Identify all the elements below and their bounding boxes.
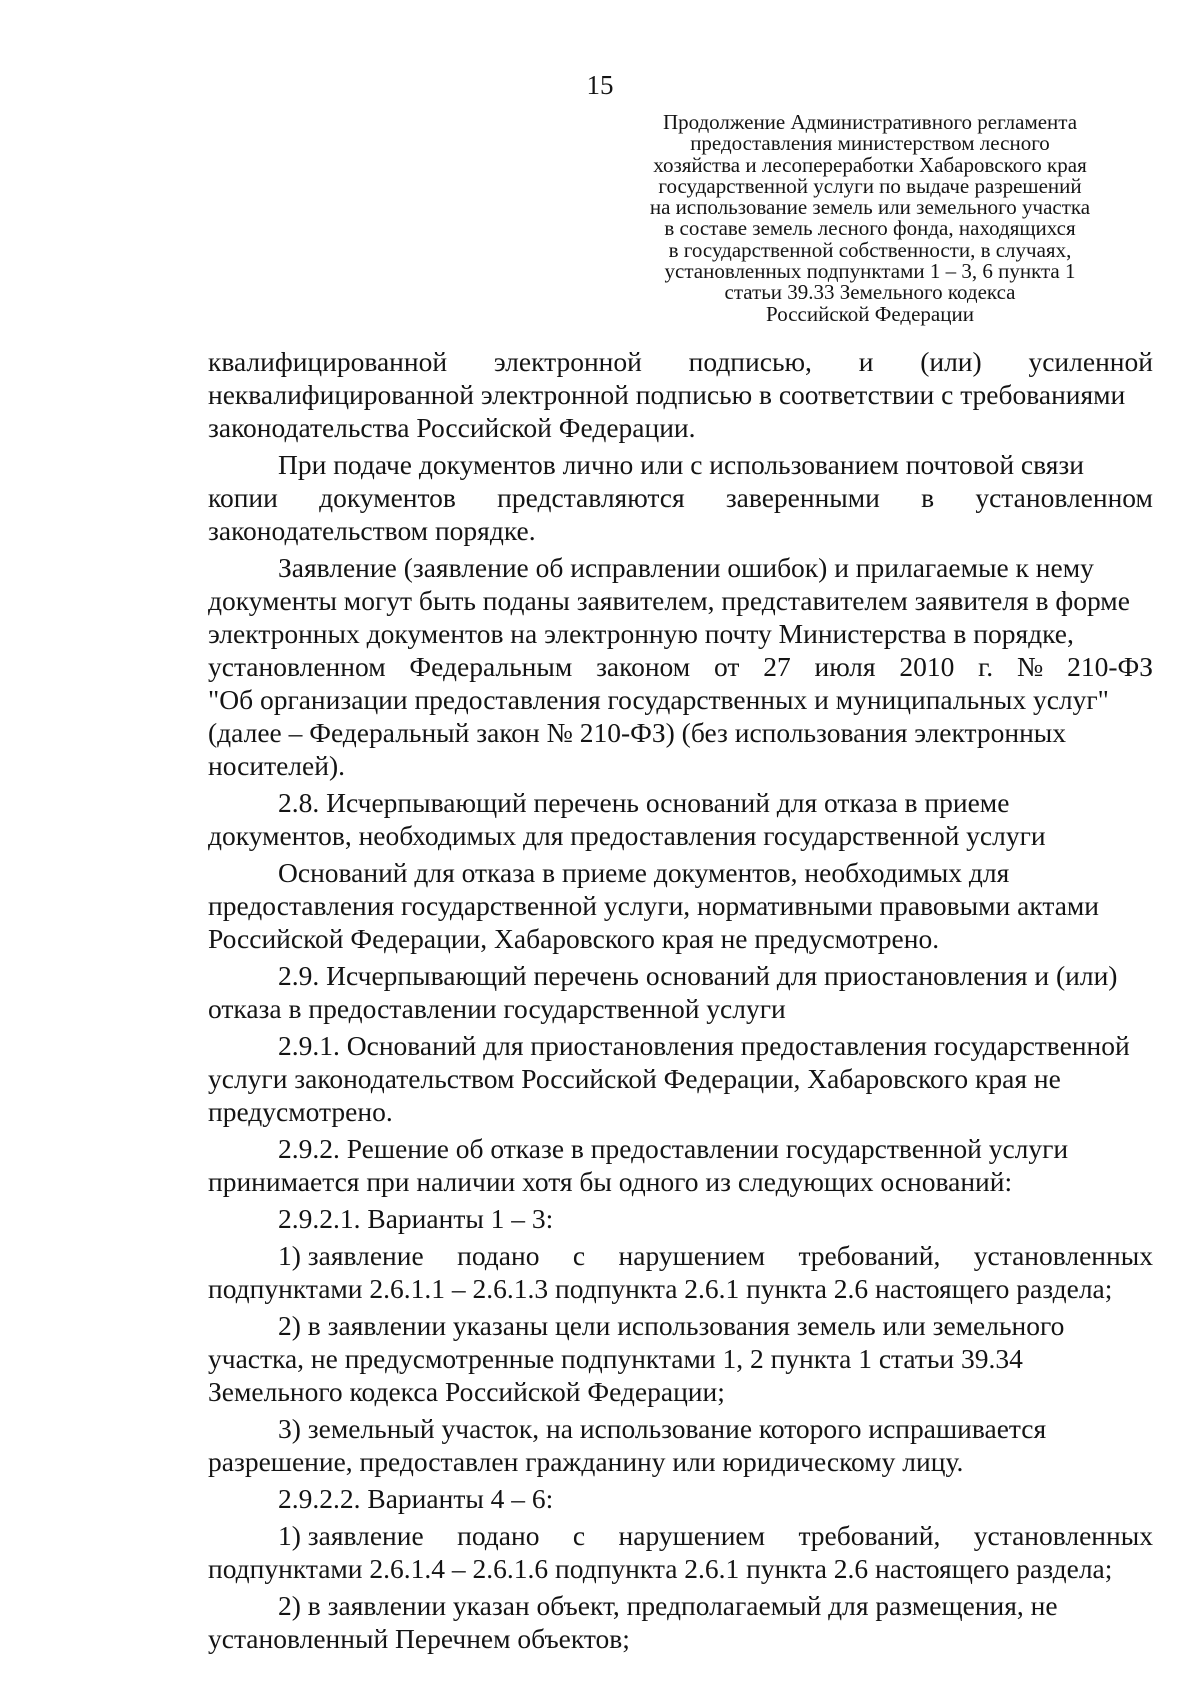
- list-item: [208, 1519, 1153, 1585]
- text-line: документы могут быть поданы заявителем, представителем заявителя в форме: [208, 585, 1130, 616]
- text-line: 2.9.2.2. Варианты 4 – 6:: [278, 1483, 554, 1514]
- text-line: предусмотрено.: [208, 1096, 393, 1127]
- word: установленных: [973, 1240, 1153, 1271]
- text-line: 3) земельный участок, на использование которого испрашивается: [278, 1413, 1047, 1444]
- word: подано: [457, 1520, 540, 1551]
- word: 1) заявление: [278, 1240, 424, 1271]
- section-heading: [208, 786, 1153, 852]
- word: усиленной: [1028, 346, 1153, 377]
- text-line: 2.8. Исчерпывающий перечень оснований для отказа в приеме: [278, 787, 1010, 818]
- header-line: установленных подпунктами 1 – 3, 6 пункта 1: [664, 259, 1076, 284]
- header-line: Российской Федерации: [766, 301, 974, 326]
- header-line: статьи 39.33 Земельного кодекса: [724, 280, 1016, 305]
- word: представляются: [497, 482, 685, 513]
- header-line: на использование земель или земельного участка: [649, 195, 1091, 220]
- word: электронной: [493, 346, 642, 377]
- word: нарушением: [618, 1520, 766, 1551]
- paragraph: [208, 345, 1153, 444]
- text-line: законодательства Российской Федерации.: [208, 412, 696, 443]
- text-line: [208, 345, 1153, 378]
- word: от: [714, 651, 740, 682]
- word: копии: [208, 482, 278, 513]
- list-item: [208, 1589, 1153, 1655]
- word: нарушением: [618, 1240, 766, 1271]
- text-line: 2.9.2. Решение об отказе в предоставлении государственной услуги: [278, 1133, 1069, 1164]
- page-number: 15: [586, 70, 614, 100]
- word: 2010: [899, 651, 955, 682]
- word: 1) заявление: [278, 1520, 424, 1551]
- paragraph: [208, 1029, 1153, 1128]
- text-line: (далее – Федеральный закон № 210-ФЗ) (без использования электронных: [208, 717, 1067, 748]
- text-line: разрешение, предоставлен гражданину или юридическому лицу.: [208, 1446, 964, 1477]
- text-line: установленный Перечнем объектов;: [208, 1623, 630, 1654]
- paragraph: [208, 448, 1153, 547]
- word: (или): [920, 346, 982, 377]
- word: 210-ФЗ: [1067, 651, 1153, 682]
- paragraph: [208, 1202, 1153, 1235]
- word: в: [921, 482, 935, 513]
- text-line: документов, необходимых для предоставления государственной услуги: [208, 820, 1046, 851]
- word: подписью,: [688, 346, 812, 377]
- text-line: услуги законодательством Российской Федерации, Хабаровского края не: [208, 1063, 1061, 1094]
- text-line: Земельного кодекса Российской Федерации;: [208, 1376, 725, 1407]
- document-header: [630, 112, 1110, 325]
- word: подано: [457, 1240, 540, 1271]
- word: Федеральным: [409, 651, 573, 682]
- text-line: принимается при наличии хотя бы одного из следующих оснований:: [208, 1166, 1013, 1197]
- text-line: Российской Федерации, Хабаровского края не предусмотрено.: [208, 923, 940, 954]
- word: и: [858, 346, 874, 377]
- word: с: [572, 1520, 586, 1551]
- header-line: государственной услуги по выдаче разрешений: [658, 173, 1082, 198]
- header-line: хозяйства и лесопереработки Хабаровского края: [653, 152, 1087, 177]
- word: требований,: [798, 1520, 941, 1551]
- text-line: подпунктами 2.6.1.1 – 2.6.1.3 подпункта 2.6.1 пункта 2.6 настоящего раздела;: [208, 1273, 1113, 1304]
- text-line: 2) в заявлении указаны цели использования земель или земельного: [278, 1310, 1065, 1341]
- list-item: [208, 1239, 1153, 1305]
- text-line: [208, 481, 1153, 514]
- text-line: подпунктами 2.6.1.4 – 2.6.1.6 подпункта 2.6.1 пункта 2.6 настоящего раздела;: [208, 1553, 1113, 1584]
- header-line: в составе земель лесного фонда, находящихся: [664, 216, 1076, 241]
- header-line: предоставления министерством лесного: [690, 131, 1050, 156]
- text-line: законодательством порядке.: [208, 515, 536, 546]
- section-heading: [208, 959, 1153, 1025]
- text-line: При подаче документов лично или с использованием почтовой связи: [278, 449, 1084, 480]
- list-item: [208, 1309, 1153, 1408]
- header-line: Продолжение Административного регламента: [662, 110, 1078, 134]
- text-line: [208, 1519, 1153, 1552]
- text-line: предоставления государственной услуги, нормативными правовыми актами: [208, 890, 1100, 921]
- word: законом: [596, 651, 691, 682]
- word: июля: [814, 651, 876, 682]
- word: требований,: [798, 1240, 941, 1271]
- word: г.: [978, 651, 994, 682]
- header-line: в государственной собственности, в случаях,: [668, 237, 1072, 262]
- word: квалифицированной: [208, 346, 448, 377]
- word: с: [572, 1240, 586, 1271]
- text-line: 2.9.2.1. Варианты 1 – 3:: [278, 1203, 554, 1234]
- text-line: Заявление (заявление об исправлении ошибок) и прилагаемые к нему: [278, 552, 1094, 583]
- word: установленном: [975, 482, 1153, 513]
- text-line: Оснований для отказа в приеме документов, необходимых для: [278, 857, 1010, 888]
- word: №: [1017, 651, 1044, 682]
- text-line: 2.9. Исчерпывающий перечень оснований для приостановления и (или): [278, 960, 1118, 991]
- paragraph: [208, 551, 1153, 782]
- text-line: электронных документов на электронную почту Министерства в порядке,: [208, 618, 1074, 649]
- paragraph: [208, 1132, 1153, 1198]
- text-line: 2.9.1. Оснований для приостановления предоставления государственной: [278, 1030, 1130, 1061]
- text-line: неквалифицированной электронной подписью в соответствии с требованиями: [208, 379, 1126, 410]
- document-body: [208, 345, 1153, 1655]
- text-line: [208, 1239, 1153, 1272]
- word: установленном: [208, 651, 386, 682]
- word: 27: [763, 651, 791, 682]
- text-line: участка, не предусмотренные подпунктами 1, 2 пункта 1 статьи 39.34: [208, 1343, 1023, 1374]
- word: документов: [319, 482, 456, 513]
- text-line: отказа в предоставлении государственной услуги: [208, 993, 786, 1024]
- word: установленных: [973, 1520, 1153, 1551]
- paragraph: [208, 856, 1153, 955]
- word: заверенными: [725, 482, 880, 513]
- text-line: "Об организации предоставления государственных и муниципальных услуг": [208, 684, 1109, 715]
- text-line: носителей).: [208, 750, 345, 781]
- text-line: 2) в заявлении указан объект, предполагаемый для размещения, не: [278, 1590, 1058, 1621]
- paragraph: [208, 1482, 1153, 1515]
- list-item: [208, 1412, 1153, 1478]
- text-line: [208, 650, 1153, 683]
